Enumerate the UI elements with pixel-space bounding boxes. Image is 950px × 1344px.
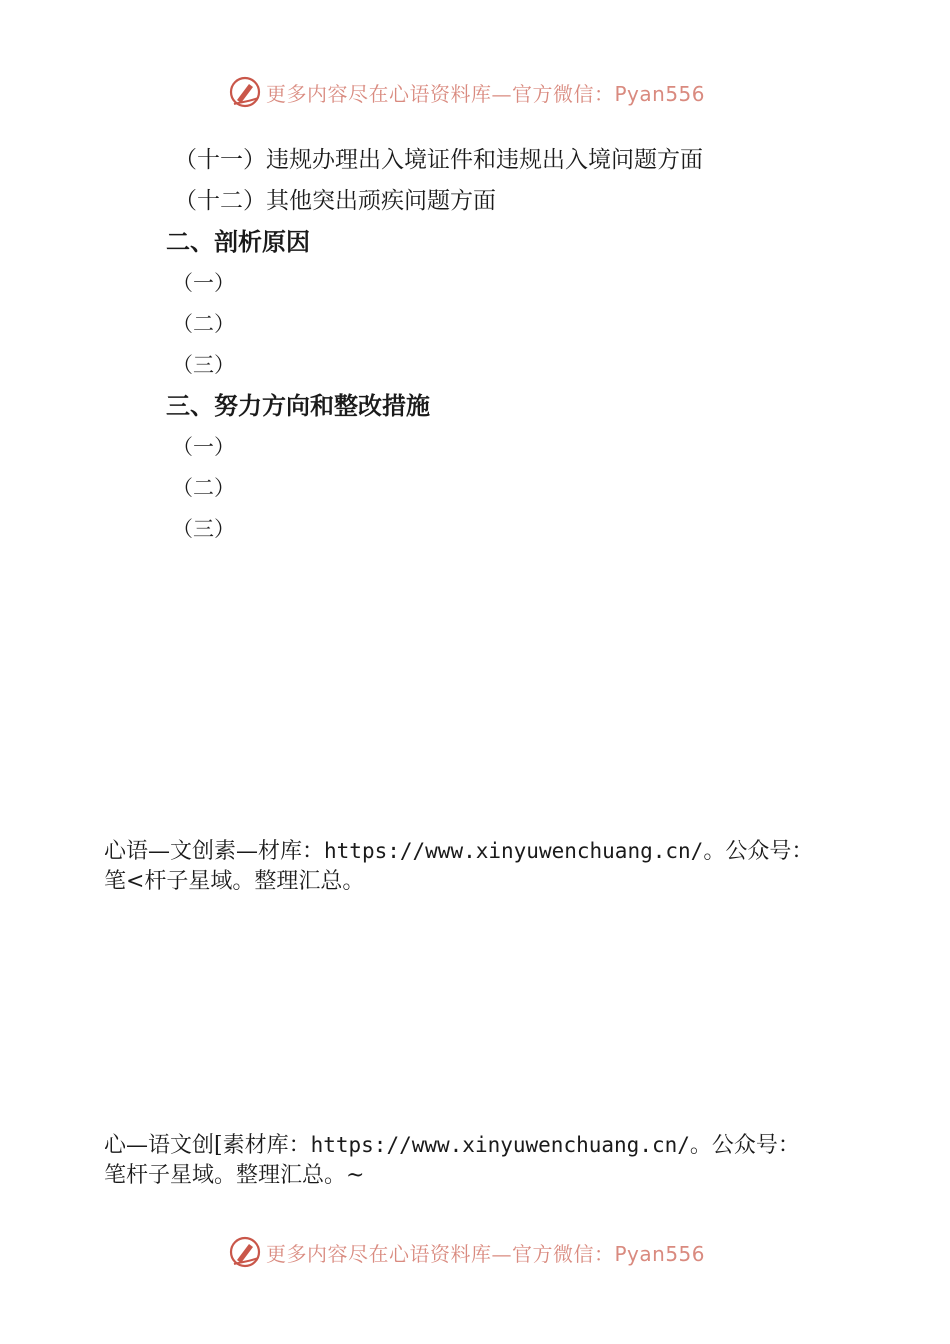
list-item: （一） [172, 435, 235, 459]
footer-banner [228, 1232, 728, 1272]
source-note-text: 。公众号： [689, 1133, 800, 1158]
banner-text-cn: 更多内容尽在心语资料库—官方微信： [266, 1241, 615, 1266]
source-note-text: 心—语文创[素材库： [104, 1133, 311, 1158]
source-note-line: 笔杆子星域。整理汇总。~ [104, 1163, 365, 1188]
source-url: https://www.xinyuwenchuang.cn/ [324, 839, 704, 863]
source-note [104, 1130, 884, 1191]
pen-logo-icon [228, 1235, 262, 1269]
list-item: （二） [172, 312, 235, 336]
document-body [166, 140, 886, 550]
header-banner [228, 72, 728, 112]
list-item: （一） [172, 271, 235, 295]
source-note-line: 笔<杆子星域。整理汇总。 [104, 869, 365, 894]
list-item: （十二）其他突出顽疾问题方面 [174, 188, 496, 214]
source-note [104, 836, 884, 897]
list-item: （三） [172, 353, 235, 377]
banner-wechat-id: Pyan556 [614, 1241, 706, 1266]
section-heading: 二、剖析原因 [166, 228, 310, 256]
section-heading: 三、努力方向和整改措施 [166, 392, 430, 420]
banner-text-cn: 更多内容尽在心语资料库—官方微信： [266, 81, 615, 106]
source-note-text: 心语—文创素—材库： [104, 839, 325, 864]
source-url: https://www.xinyuwenchuang.cn/ [310, 1133, 690, 1157]
list-item: （三） [172, 517, 235, 541]
list-item: （二） [172, 476, 235, 500]
banner-text [266, 78, 705, 107]
pen-logo-icon [228, 75, 262, 109]
source-note-line [104, 836, 884, 867]
source-note-text: 。公众号： [703, 839, 814, 864]
banner-wechat-id: Pyan556 [614, 81, 706, 106]
list-item: （十一）违规办理出入境证件和违规出入境问题方面 [174, 147, 703, 173]
banner-text [266, 1238, 705, 1267]
source-note-line [104, 1130, 884, 1161]
